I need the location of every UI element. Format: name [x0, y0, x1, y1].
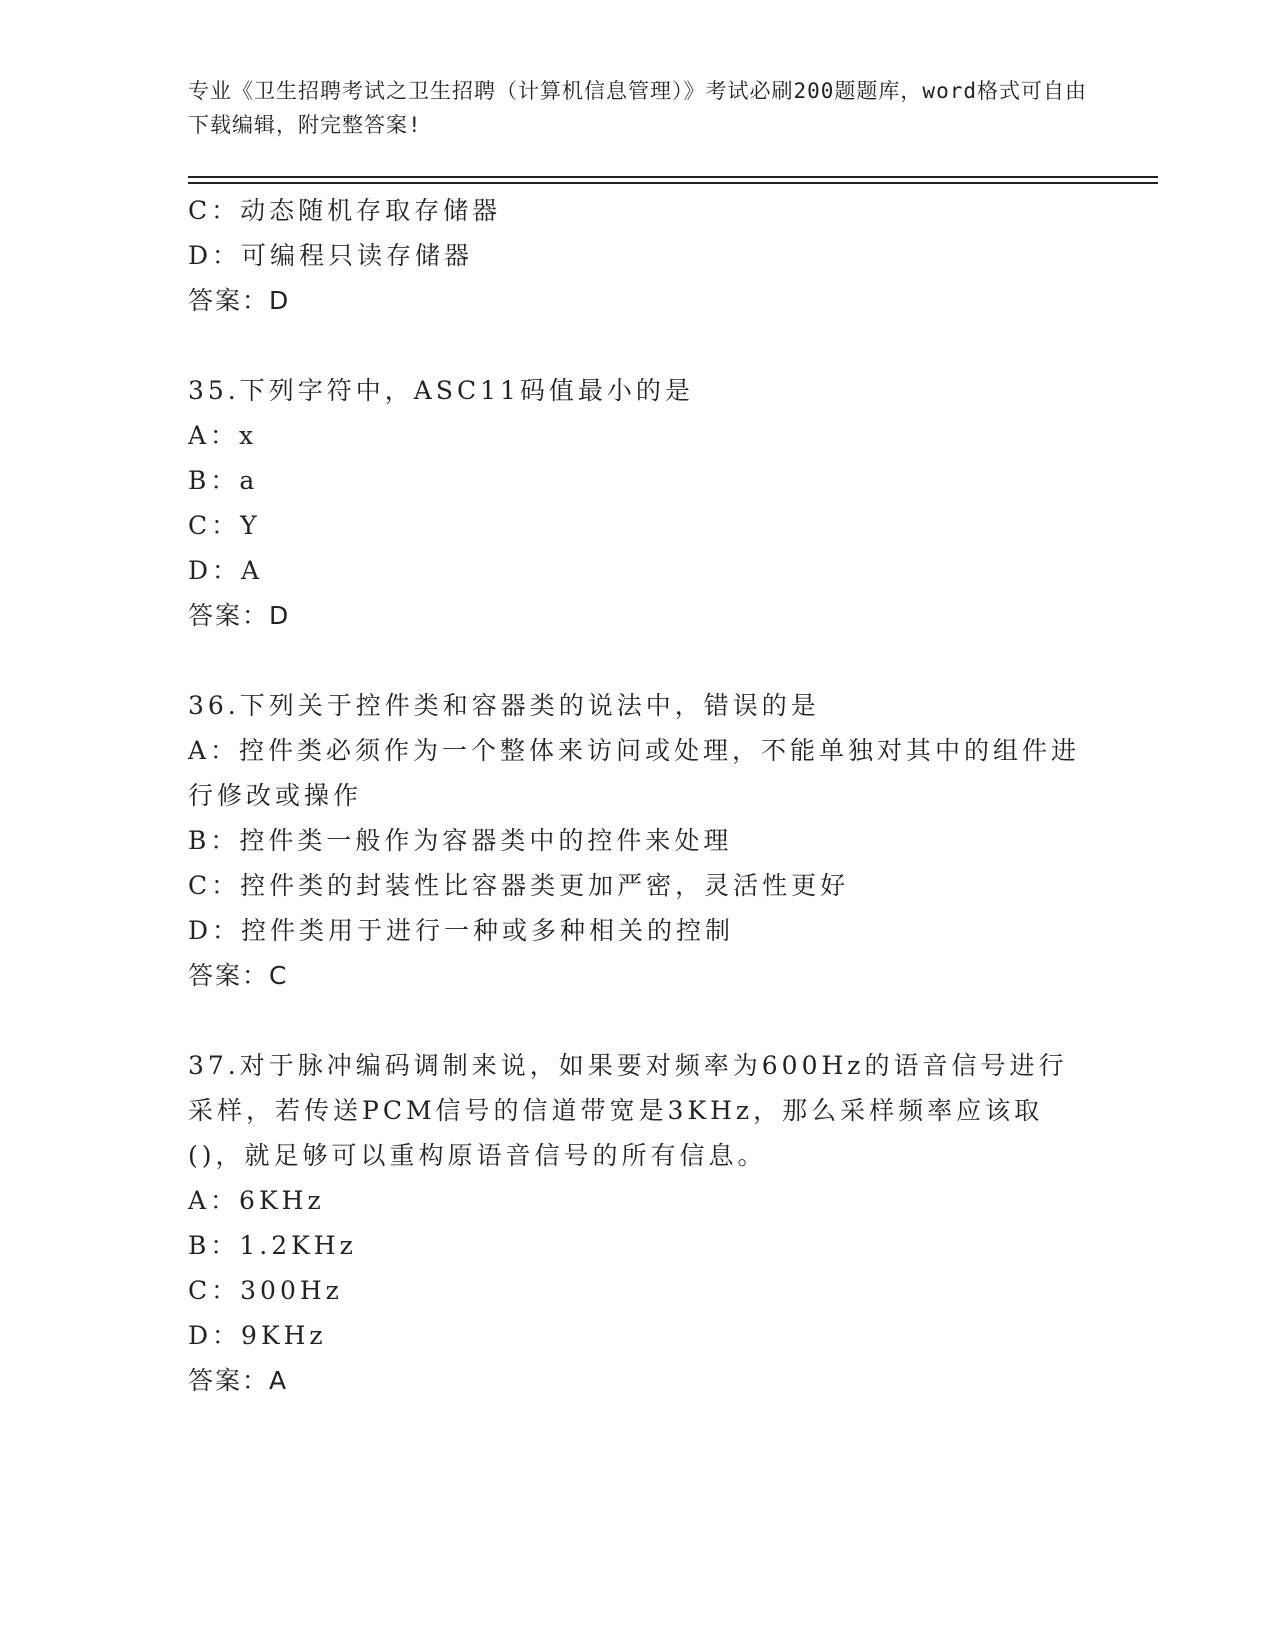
- answer-line: 答案：D: [188, 601, 291, 630]
- partial-question: [188, 188, 1088, 323]
- option-d: D：控件类用于进行一种或多种相关的控制: [188, 916, 735, 945]
- question-stem: 35.下列字符中，ASC11码值最小的是: [188, 376, 694, 405]
- document-body: [188, 188, 1088, 1403]
- question-36: [188, 683, 1088, 998]
- question-stem: 36.下列关于控件类和容器类的说法中，错误的是: [188, 691, 820, 720]
- header-divider-top: [188, 176, 1158, 178]
- option-c: C：300Hz: [188, 1276, 343, 1305]
- option-a: A：x: [188, 421, 258, 450]
- answer-line: 答案：D: [188, 286, 291, 315]
- option-a: A：6KHz: [188, 1186, 325, 1215]
- question-35: [188, 368, 1088, 638]
- option-b: B：1.2KHz: [188, 1231, 357, 1260]
- option-d: D：A: [188, 556, 264, 585]
- header-divider-bottom: [188, 182, 1158, 184]
- question-stem: 37.对于脉冲编码调制来说，如果要对频率为600Hz的语音信号进行采样，若传送PCM信号的信道带宽是3KHz，那么采样频率应该取()，就足够可以重构原语音信号的所有信息。: [188, 1051, 1068, 1170]
- option-b: B：控件类一般作为容器类中的控件来处理: [188, 826, 733, 855]
- answer-line: 答案：C: [188, 961, 289, 990]
- option-c: C：动态随机存取存储器: [188, 196, 502, 225]
- option-d: D：可编程只读存储器: [188, 241, 474, 270]
- answer-line: 答案：A: [188, 1366, 289, 1395]
- option-b: B：a: [188, 466, 259, 495]
- option-c: C：Y: [188, 511, 261, 540]
- question-37: [188, 1043, 1088, 1403]
- option-c: C：控件类的封装性比容器类更加严密，灵活性更好: [188, 871, 850, 900]
- option-d: D：9KHz: [188, 1321, 327, 1350]
- document-header: 专业《卫生招聘考试之卫生招聘（计算机信息管理）》考试必刷200题题库，word格式可自由下载编辑，附完整答案!: [188, 79, 1087, 137]
- option-a: A：控件类必须作为一个整体来访问或处理，不能单独对其中的组件进行修改或操作: [188, 736, 1081, 810]
